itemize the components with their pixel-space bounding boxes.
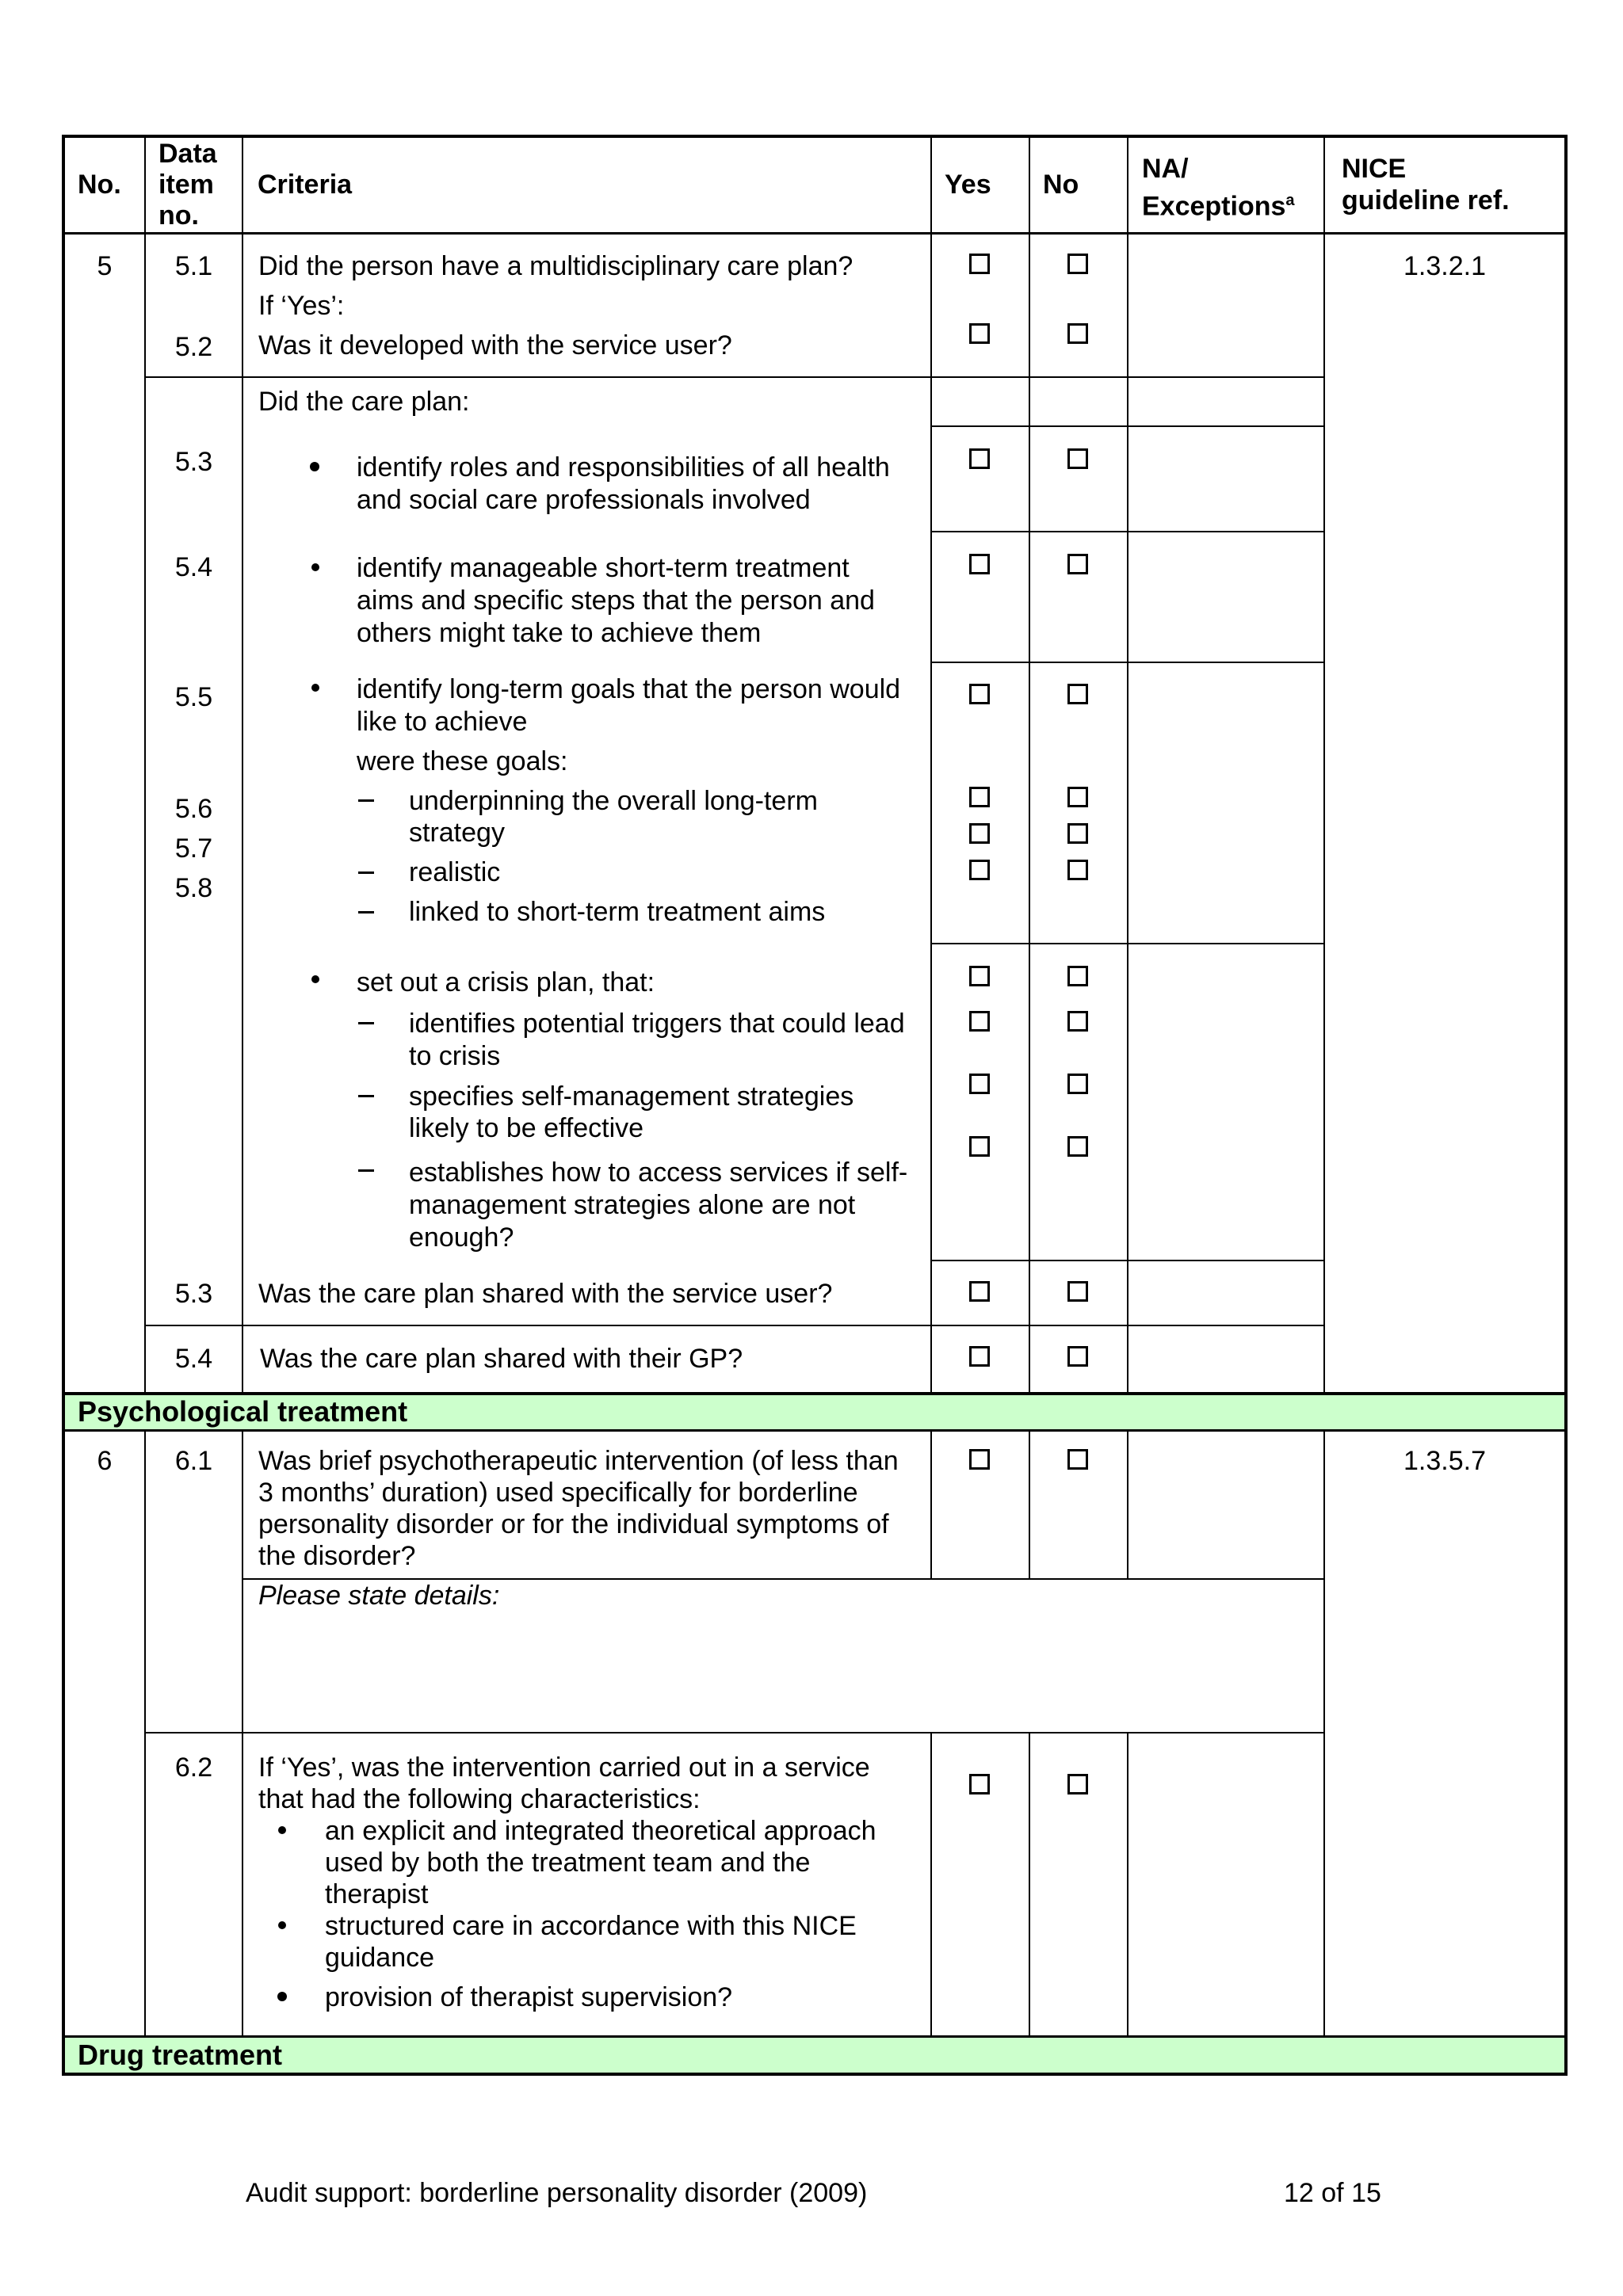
bullet-icon <box>277 1992 287 2001</box>
footer-title: Audit support: borderline personality disorder (2009) <box>246 2178 868 2208</box>
criteria-text: establishes how to access services if self- <box>409 1158 908 1188</box>
criteria-text: If ‘Yes’: <box>258 291 345 321</box>
no-checkbox[interactable] <box>1067 254 1088 274</box>
yes-checkbox[interactable] <box>969 554 990 574</box>
criteria-text: linked to short-term treatment aims <box>409 897 826 927</box>
criteria-text: therapist <box>325 1879 429 1909</box>
header-no-col: No <box>1043 170 1079 200</box>
yes-checkbox[interactable] <box>969 684 990 704</box>
criteria-text: Was the care plan shared with their GP? <box>260 1344 743 1374</box>
yes-checkbox[interactable] <box>969 823 990 844</box>
criteria-text: strategy <box>409 818 505 848</box>
no-checkbox[interactable] <box>1067 1011 1088 1032</box>
bullet-icon <box>278 1826 286 1834</box>
header-nice-line2: guideline ref. <box>1342 185 1510 215</box>
yes-checkbox[interactable] <box>969 1281 990 1302</box>
header-nice-line1: NICE <box>1342 154 1407 184</box>
header-data-item-line1: Data <box>158 139 217 169</box>
no-checkbox[interactable] <box>1067 787 1088 807</box>
section-heading-drug: Drug treatment <box>78 2039 283 2071</box>
criteria-text: likely to be effective <box>409 1113 644 1143</box>
criterion-number: 5 <box>97 251 113 281</box>
criteria-text: guidance <box>325 1943 435 1973</box>
section-heading-psychological: Psychological treatment <box>78 1395 408 1428</box>
no-checkbox[interactable] <box>1067 966 1088 986</box>
criteria-text: like to achieve <box>357 707 528 737</box>
yes-checkbox[interactable] <box>969 323 990 344</box>
dash-icon <box>358 1022 374 1024</box>
criteria-text: realistic <box>409 857 501 887</box>
data-item-number: 5.1 <box>174 251 213 281</box>
no-checkbox[interactable] <box>1067 448 1088 469</box>
data-item-number: 6.1 <box>174 1446 213 1476</box>
dash-icon <box>358 799 374 802</box>
header-na-line1: NA/ <box>1142 154 1189 184</box>
data-item-number: 5.8 <box>174 873 213 903</box>
criteria-text: identify roles and responsibilities of all health <box>357 452 890 482</box>
no-checkbox[interactable] <box>1067 860 1088 880</box>
criterion-number: 6 <box>97 1446 113 1476</box>
yes-checkbox[interactable] <box>969 787 990 807</box>
criteria-text: Was it developed with the service user? <box>258 330 732 360</box>
bullet-icon <box>310 462 319 471</box>
no-checkbox[interactable] <box>1067 1136 1088 1157</box>
page-number: 12 of 15 <box>1284 2178 1381 2208</box>
dash-icon <box>358 911 374 913</box>
criteria-text: used by both the treatment team and the <box>325 1848 811 1878</box>
yes-checkbox[interactable] <box>969 1449 990 1470</box>
criteria-text: aims and specific steps that the person and <box>357 585 875 616</box>
details-field[interactable] <box>243 1616 1323 1730</box>
header-na-footnote-marker: a <box>1285 192 1295 209</box>
criteria-text: enough? <box>409 1222 514 1253</box>
criteria-text: set out a crisis plan, that: <box>357 967 655 997</box>
header-na-exceptions: Exceptions <box>1142 191 1286 222</box>
criteria-text: others might take to achieve them <box>357 618 762 648</box>
no-checkbox[interactable] <box>1067 1449 1088 1470</box>
criteria-text: that had the following characteristics: <box>258 1784 701 1814</box>
bullet-icon <box>311 563 319 571</box>
no-checkbox[interactable] <box>1067 323 1088 344</box>
criteria-text: provision of therapist supervision? <box>325 1982 733 2012</box>
criteria-text: If ‘Yes’, was the intervention carried out in a service <box>258 1753 870 1783</box>
yes-checkbox[interactable] <box>969 1011 990 1032</box>
no-checkbox[interactable] <box>1067 1074 1088 1094</box>
no-checkbox[interactable] <box>1067 1774 1088 1794</box>
header-yes: Yes <box>945 170 991 200</box>
data-item-number: 5.3 <box>174 447 213 477</box>
criteria-text: identify manageable short-term treatment <box>357 553 850 583</box>
yes-checkbox[interactable] <box>969 966 990 986</box>
yes-checkbox[interactable] <box>969 254 990 274</box>
no-checkbox[interactable] <box>1067 1346 1088 1367</box>
dash-icon <box>358 1095 374 1097</box>
data-item-number: 5.6 <box>174 794 213 824</box>
header-na-line2 <box>1142 185 1295 222</box>
criteria-text: to crisis <box>409 1041 501 1071</box>
yes-checkbox[interactable] <box>969 1774 990 1794</box>
nice-ref: 1.3.5.7 <box>1403 1446 1486 1476</box>
no-checkbox[interactable] <box>1067 1281 1088 1302</box>
criteria-text: were these goals: <box>357 746 568 776</box>
data-item-number: 5.3 <box>174 1279 213 1309</box>
dash-icon <box>358 871 374 874</box>
header-no: No. <box>78 170 121 200</box>
criteria-text: Did the care plan: <box>258 387 470 417</box>
data-item-number: 5.7 <box>174 833 213 864</box>
section-band-drug <box>63 2038 1566 2074</box>
yes-checkbox[interactable] <box>969 448 990 469</box>
bullet-icon <box>311 684 319 692</box>
bullet-icon <box>278 1921 286 1929</box>
header-criteria: Criteria <box>258 170 353 200</box>
yes-checkbox[interactable] <box>969 1346 990 1367</box>
header-data-item-line2: item <box>158 170 214 200</box>
header-data-item-line3: no. <box>158 200 199 231</box>
no-checkbox[interactable] <box>1067 823 1088 844</box>
criteria-text: identifies potential triggers that could lead <box>409 1009 905 1039</box>
yes-checkbox[interactable] <box>969 1074 990 1094</box>
no-checkbox[interactable] <box>1067 554 1088 574</box>
yes-checkbox[interactable] <box>969 860 990 880</box>
criteria-text: 3 months’ duration) used specifically for borderline <box>258 1478 858 1508</box>
criteria-text: Was brief psychotherapeutic intervention (of less than <box>258 1446 899 1476</box>
bullet-icon <box>311 975 319 983</box>
details-prompt: Please state details: <box>258 1581 500 1611</box>
criteria-text: specifies self-management strategies <box>409 1081 854 1112</box>
yes-checkbox[interactable] <box>969 1136 990 1157</box>
criteria-text: Was the care plan shared with the service user? <box>258 1279 833 1309</box>
criteria-text: the disorder? <box>258 1541 416 1571</box>
data-item-number: 5.4 <box>174 552 213 582</box>
criteria-text: personality disorder or for the individual symptoms of <box>258 1509 889 1539</box>
no-checkbox[interactable] <box>1067 684 1088 704</box>
data-item-number: 5.4 <box>174 1344 213 1374</box>
data-item-number: 5.2 <box>174 332 213 362</box>
nice-ref: 1.3.2.1 <box>1403 251 1486 281</box>
data-item-number: 5.5 <box>174 682 213 712</box>
criteria-text: identify long-term goals that the person would <box>357 674 901 704</box>
criteria-text: Did the person have a multidisciplinary care plan? <box>258 251 854 281</box>
criteria-text: underpinning the overall long-term <box>409 786 818 816</box>
criteria-text: management strategies alone are not <box>409 1190 856 1220</box>
criteria-text: and social care professionals involved <box>357 485 811 515</box>
criteria-text: an explicit and integrated theoretical approach <box>325 1816 876 1846</box>
data-item-number: 6.2 <box>174 1753 213 1783</box>
criteria-text: structured care in accordance with this NICE <box>325 1911 857 1941</box>
dash-icon <box>358 1169 374 1172</box>
